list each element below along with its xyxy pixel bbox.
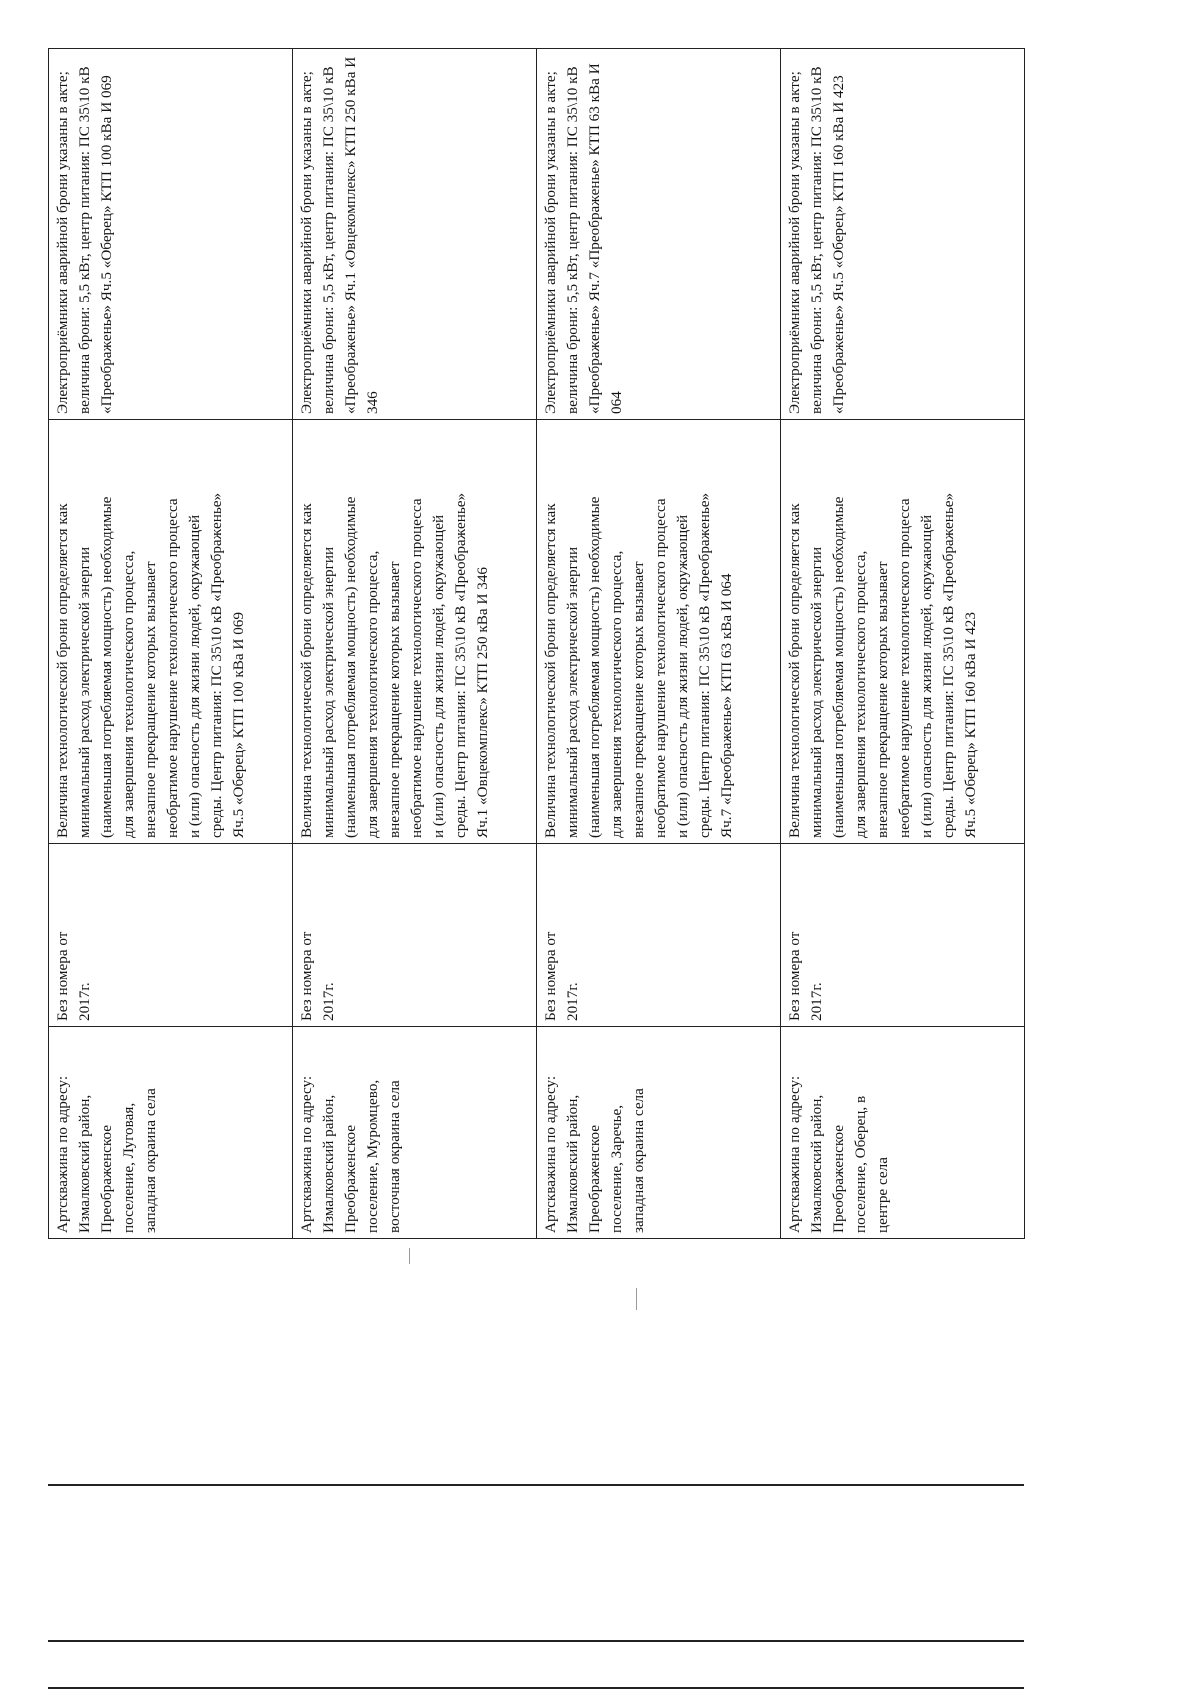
act-cell: Без номера от 2017г. (537, 844, 781, 1027)
act-cell: Без номера от 2017г. (49, 844, 293, 1027)
object-cell: Артскважина по адресу: Измалковский район, Преображенское поселение, Оберец, в центре села (781, 1027, 1025, 1239)
reservation-table (48, 48, 1025, 1239)
table-row (49, 49, 293, 1239)
table-row (781, 49, 1025, 1239)
emergency-reserve-cell: Электроприёмники аварийной брони указаны в акте; величина брони: 5,5 кВт, центр питания: ПС 35\10 кВ «Преображенье» Яч.5 «Оберец» КТП 160 кВа И 423 (781, 49, 1025, 420)
object-cell: Артскважина по адресу: Измалковский район, Преображенское поселение, Муромцево, восточная окраина села (293, 1027, 537, 1239)
tech-reserve-cell: Величина технологической брони определяется как минимальный расход электрической энергии (наименьшая потребляемая мощность) необходимые для завершения технологического процесса, внезапное прекращение которых вызывает необратимое нарушение технологического процесса и (или) опасность для жизни людей, окружающей среды. Центр питания: ПС 35\10 кВ «Преображенье» Яч.5 «Оберец» КТП 100 кВа И 069 (49, 420, 293, 844)
emergency-reserve-cell: Электроприёмники аварийной брони указаны в акте; величина брони: 5,5 кВт, центр питания: ПС 35\10 кВ «Преображенье» Яч.1 «Овцекомплекс» КТП 250 кВа И 346 (293, 49, 537, 420)
tech-reserve-cell: Величина технологической брони определяется как минимальный расход электрической энергии (наименьшая потребляемая мощность) необходимые для завершения технологического процесса, внезапное прекращение которых вызывает необратимое нарушение технологического процесса и (или) опасность для жизни людей, окружающей среды. Центр питания: ПС 35\10 кВ «Преображенье» Яч.7 «Преображенье» КТП 63 кВа И 064 (537, 420, 781, 844)
rotated-table-container (48, 49, 1024, 1239)
act-cell: Без номера от 2017г. (781, 844, 1025, 1027)
page-rule-1 (48, 1484, 1024, 1486)
scan-mark (636, 1288, 637, 1310)
tech-reserve-cell: Величина технологической брони определяется как минимальный расход электрической энергии (наименьшая потребляемая мощность) необходимые для завершения технологического процесса, внезапное прекращение которых вызывает необратимое нарушение технологического процесса и (или) опасность для жизни людей, окружающей среды. Центр питания: ПС 35\10 кВ «Преображенье» Яч.1 «Овцекомплекс» КТП 250 кВа И 346 (293, 420, 537, 844)
table-row (293, 49, 537, 1239)
page-rule-3 (48, 1687, 1024, 1689)
scan-mark (409, 1248, 410, 1264)
emergency-reserve-cell: Электроприёмники аварийной брони указаны в акте; величина брони: 5,5 кВт, центр питания: ПС 35\10 кВ «Преображенье» Яч.5 «Оберец» КТП 100 кВа И 069 (49, 49, 293, 420)
emergency-reserve-cell: Электроприёмники аварийной брони указаны в акте; величина брони: 5,5 кВт, центр питания: ПС 35\10 кВ «Преображенье» Яч.7 «Преображенье» КТП 63 кВа И 064 (537, 49, 781, 420)
page-rule-2 (48, 1640, 1024, 1642)
table-row (537, 49, 781, 1239)
tech-reserve-cell: Величина технологической брони определяется как минимальный расход электрической энергии (наименьшая потребляемая мощность) необходимые для завершения технологического процесса, внезапное прекращение которых вызывает необратимое нарушение технологического процесса и (или) опасность для жизни людей, окружающей среды. Центр питания: ПС 35\10 кВ «Преображенье» Яч.5 «Оберец» КТП 160 кВа И 423 (781, 420, 1025, 844)
object-cell: Артскважина по адресу: Измалковский район, Преображенское поселение, Заречье, западная окраина села (537, 1027, 781, 1239)
object-cell: Артскважина по адресу: Измалковский район, Преображенское поселение, Луговая, западная окраина села (49, 1027, 293, 1239)
act-cell: Без номера от 2017г. (293, 844, 537, 1027)
